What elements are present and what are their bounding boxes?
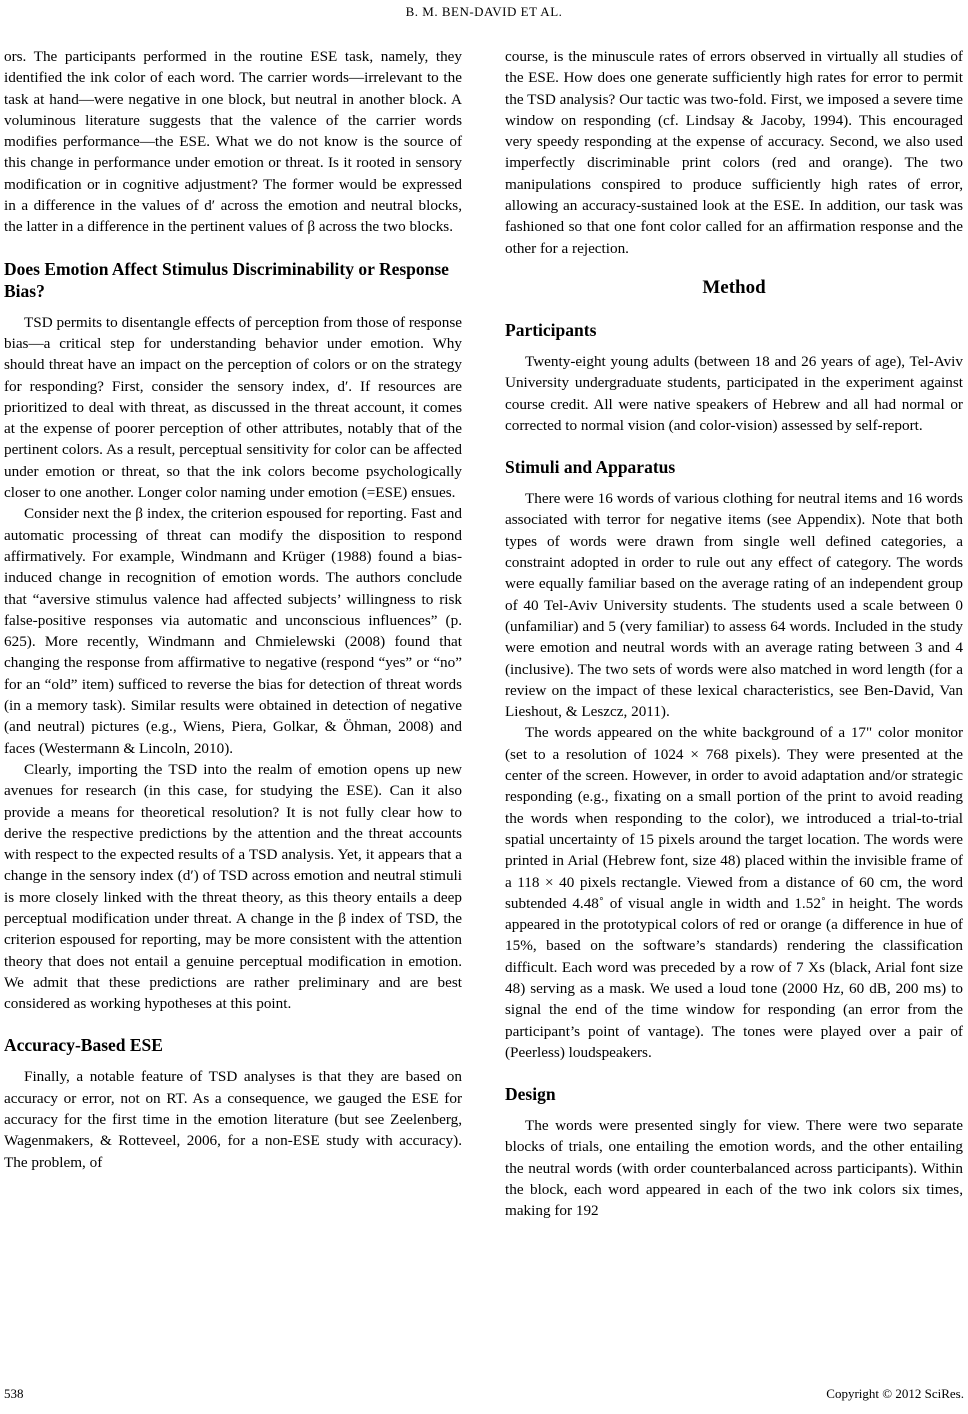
paragraph-accuracy: Finally, a notable feature of TSD analyses is that they are based on accuracy or error, not on RT. As a consequence, we gauged the ESE for accuracy for the first time in the emotion literature (but see Zeelenberg, Wagenmakers, & Rotteveel, 2006, for a non-ESE study with accuracy). The problem, of (4, 1068, 462, 1171)
paragraph-stimuli-2: The words appeared on the white background of a 17" color monitor (set to a resolution of 1024 × 768 pixels). They were presented at the center of the screen. However, in order to avoid adaptation and/or strategic responding (e.g., fixating on a small portion of the print to avoid reading the words when responding to the color), we introduced a trial-to-trial spatial uncertainty of 15 pixels around the target location. The words were printed in Arial (Hebrew font, size 48) placed within the invisible frame of a 118 × 40 pixels rectangle. Viewed from a distance of 60 cm, the word subtended 4.48˚ of visual angle in width and 1.52˚ in height. The words appeared in the prototypical colors of red or orange (a difference in hue of 15%, based on the software’s standards) rendering the classification difficult. Each word was preceded by a row of 7 Xs (black, Arial font size 48) serving as a mask. We used a loud tone (2000 Hz, 60 dB, 200 ms) to signal the end of the time window for responding (an error from the participant’s point of vantage). The tones were played over a pair of (Peerless) loudspeakers. (505, 724, 963, 1061)
subsection-heading-design: Design (505, 1084, 556, 1105)
paragraph-tsd-1: TSD permits to disentangle effects of perception from those of response bias—a critical step for understanding behavior under emotion. Why should threat have an impact on the perception of colors or on the strategy for responding? First, consider the sensory index, d′. If resources are prioritized to deal with threat, as discussed in the threat account, it comes at the expense of poorer perception of other attributes, notably that of the pertinent colors. As a result, perceptual sensitivity for color can be affected under emotion or threat, so that the ink colors become psychologically closer to one another. Longer color naming under emotion (=ESE) ensues. (4, 313, 462, 502)
right-column (505, 46, 963, 1222)
paragraph-stimuli-1: There were 16 words of various clothing for neutral items and 16 words associated with terror for negative items (see Appendix). Note that both types of words were drawn from single well defined categories, a constraint adopted in order to rule out any effect of category. The words were equally familiar based on the average rating of an independent group of 40 Tel-Aviv University students. The students used a scale between 0 (unfamiliar) and 5 (very familiar) to assess 64 words. Included in the study were emotion and neutral words with an average rating between 3 and 4 (inclusive). The two sets of words were also matched in word length (for a review on the impact of these lexical characteristics, see Ben-David, Van Lieshout, & Leszcz, 2011). (505, 490, 963, 721)
paragraph-tsd-3: Clearly, importing the TSD into the realm of emotion opens up new avenues for research (in this case, for studying the ESE). Can it also provide a means for theoretical resolution? It is not fully clear how to derive the respective predictions by the attention and the threat accounts with respect to the expected results of a TSD analysis. Yet, it appears that a change in the sensory index (d′) of TSD across emotion and neutral stimuli is more closely linked with the threat theory, as this theory entails a deep perceptual modification under threat. A change in the β index of TSD, the criterion espoused for reporting, may be more consistent with the attention theory that does not entail a genuine perceptual modification in emotion. We admit that these predictions are rather preliminary and are best considered as working hypotheses at this point. (4, 760, 462, 1013)
paragraph-intro: ors. The participants performed in the routine ESE task, namely, they identified the ink color of each word. The carrier words—irrelevant to the task at hand—were negative in one block, but neutral in another block. A voluminous literature suggests that the valence of the carrier words modifies performance—the ESE. What we do not know is the source of this change in performance under emotion or threat. Is it rooted in sensory modification or in cognitive adjustment? The former would be expressed in a difference in the values of d′ across the emotion and neutral blocks, the latter in a difference in the pertinent values of β across the two blocks. (4, 48, 462, 236)
section-heading-accuracy: Accuracy-Based ESE (4, 1035, 163, 1056)
running-head: B. M. BEN-DAVID ET AL. (405, 4, 563, 19)
copyright-notice: Copyright © 2012 SciRes. (826, 1386, 964, 1401)
paragraph-tsd-2: Consider next the β index, the criterion espoused for reporting. Fast and automatic processing of threat can modify the disposition to respond affirmatively. For example, Windmann and Krüger (1988) found a bias-induced change in recognition of emotion words. The authors conclude that “aversive stimulus valence had affected subjects’ willingness to risk false-positive responses via automatic and unconscious influences” (p. 625). More recently, Windmann and Chmielewski (2008) found that changing the response from affirmative to negative (respond “yes” or “no” for an “old” item) sufficed to reverse the bias for detection of threat words (in a memory task). Similar results were obtained in detection of negative (and neutral) pictures (e.g., Wiens, Piera, Golkar, & Öhman, 2008) and faces (Westermann & Lincoln, 2010). (4, 505, 462, 757)
section-heading-method: Method (702, 276, 766, 298)
section-heading-emotion: Does Emotion Affect Stimulus Discriminability or Response Bias? (4, 258, 449, 301)
subsection-heading-stimuli: Stimuli and Apparatus (505, 457, 676, 478)
paragraph-continued: course, is the minuscule rates of errors observed in virtually all studies of the ESE. How does one generate sufficiently high rates for error to permit the TSD analysis? Our tactic was two-fold. First, we imposed a severe time window on responding (cf. Lindsay & Jacoby, 1994). This encouraged very speedy responding at the expense of accuracy. Second, we also used imperfectly discriminable print colors (red and orange). The two manipulations conspired to produce sufficiently high rates of error, allowing an accuracy-sustained look at the ESE. In addition, our task was fashioned so that one font color called for an affirmation response and the other for a rejection. (505, 48, 963, 257)
subsection-heading-participants: Participants (505, 319, 597, 340)
paragraph-design: The words were presented singly for view. There were two separate blocks of trials, one entailing the emotion words, and the other entailing the neutral words (with order counterbalanced across participants). Within the block, each word appeared in each of the two ink colors six times, making for 192 (505, 1117, 963, 1220)
paragraph-participants: Twenty-eight young adults (between 18 and 26 years of age), Tel-Aviv University undergraduate students, participated in the experiment against course credit. All were native speakers of Hebrew and all had normal or corrected to normal vision (and color-vision) assessed by self-report. (505, 352, 963, 434)
left-column (4, 46, 462, 1173)
page-number: 538 (4, 1386, 24, 1401)
